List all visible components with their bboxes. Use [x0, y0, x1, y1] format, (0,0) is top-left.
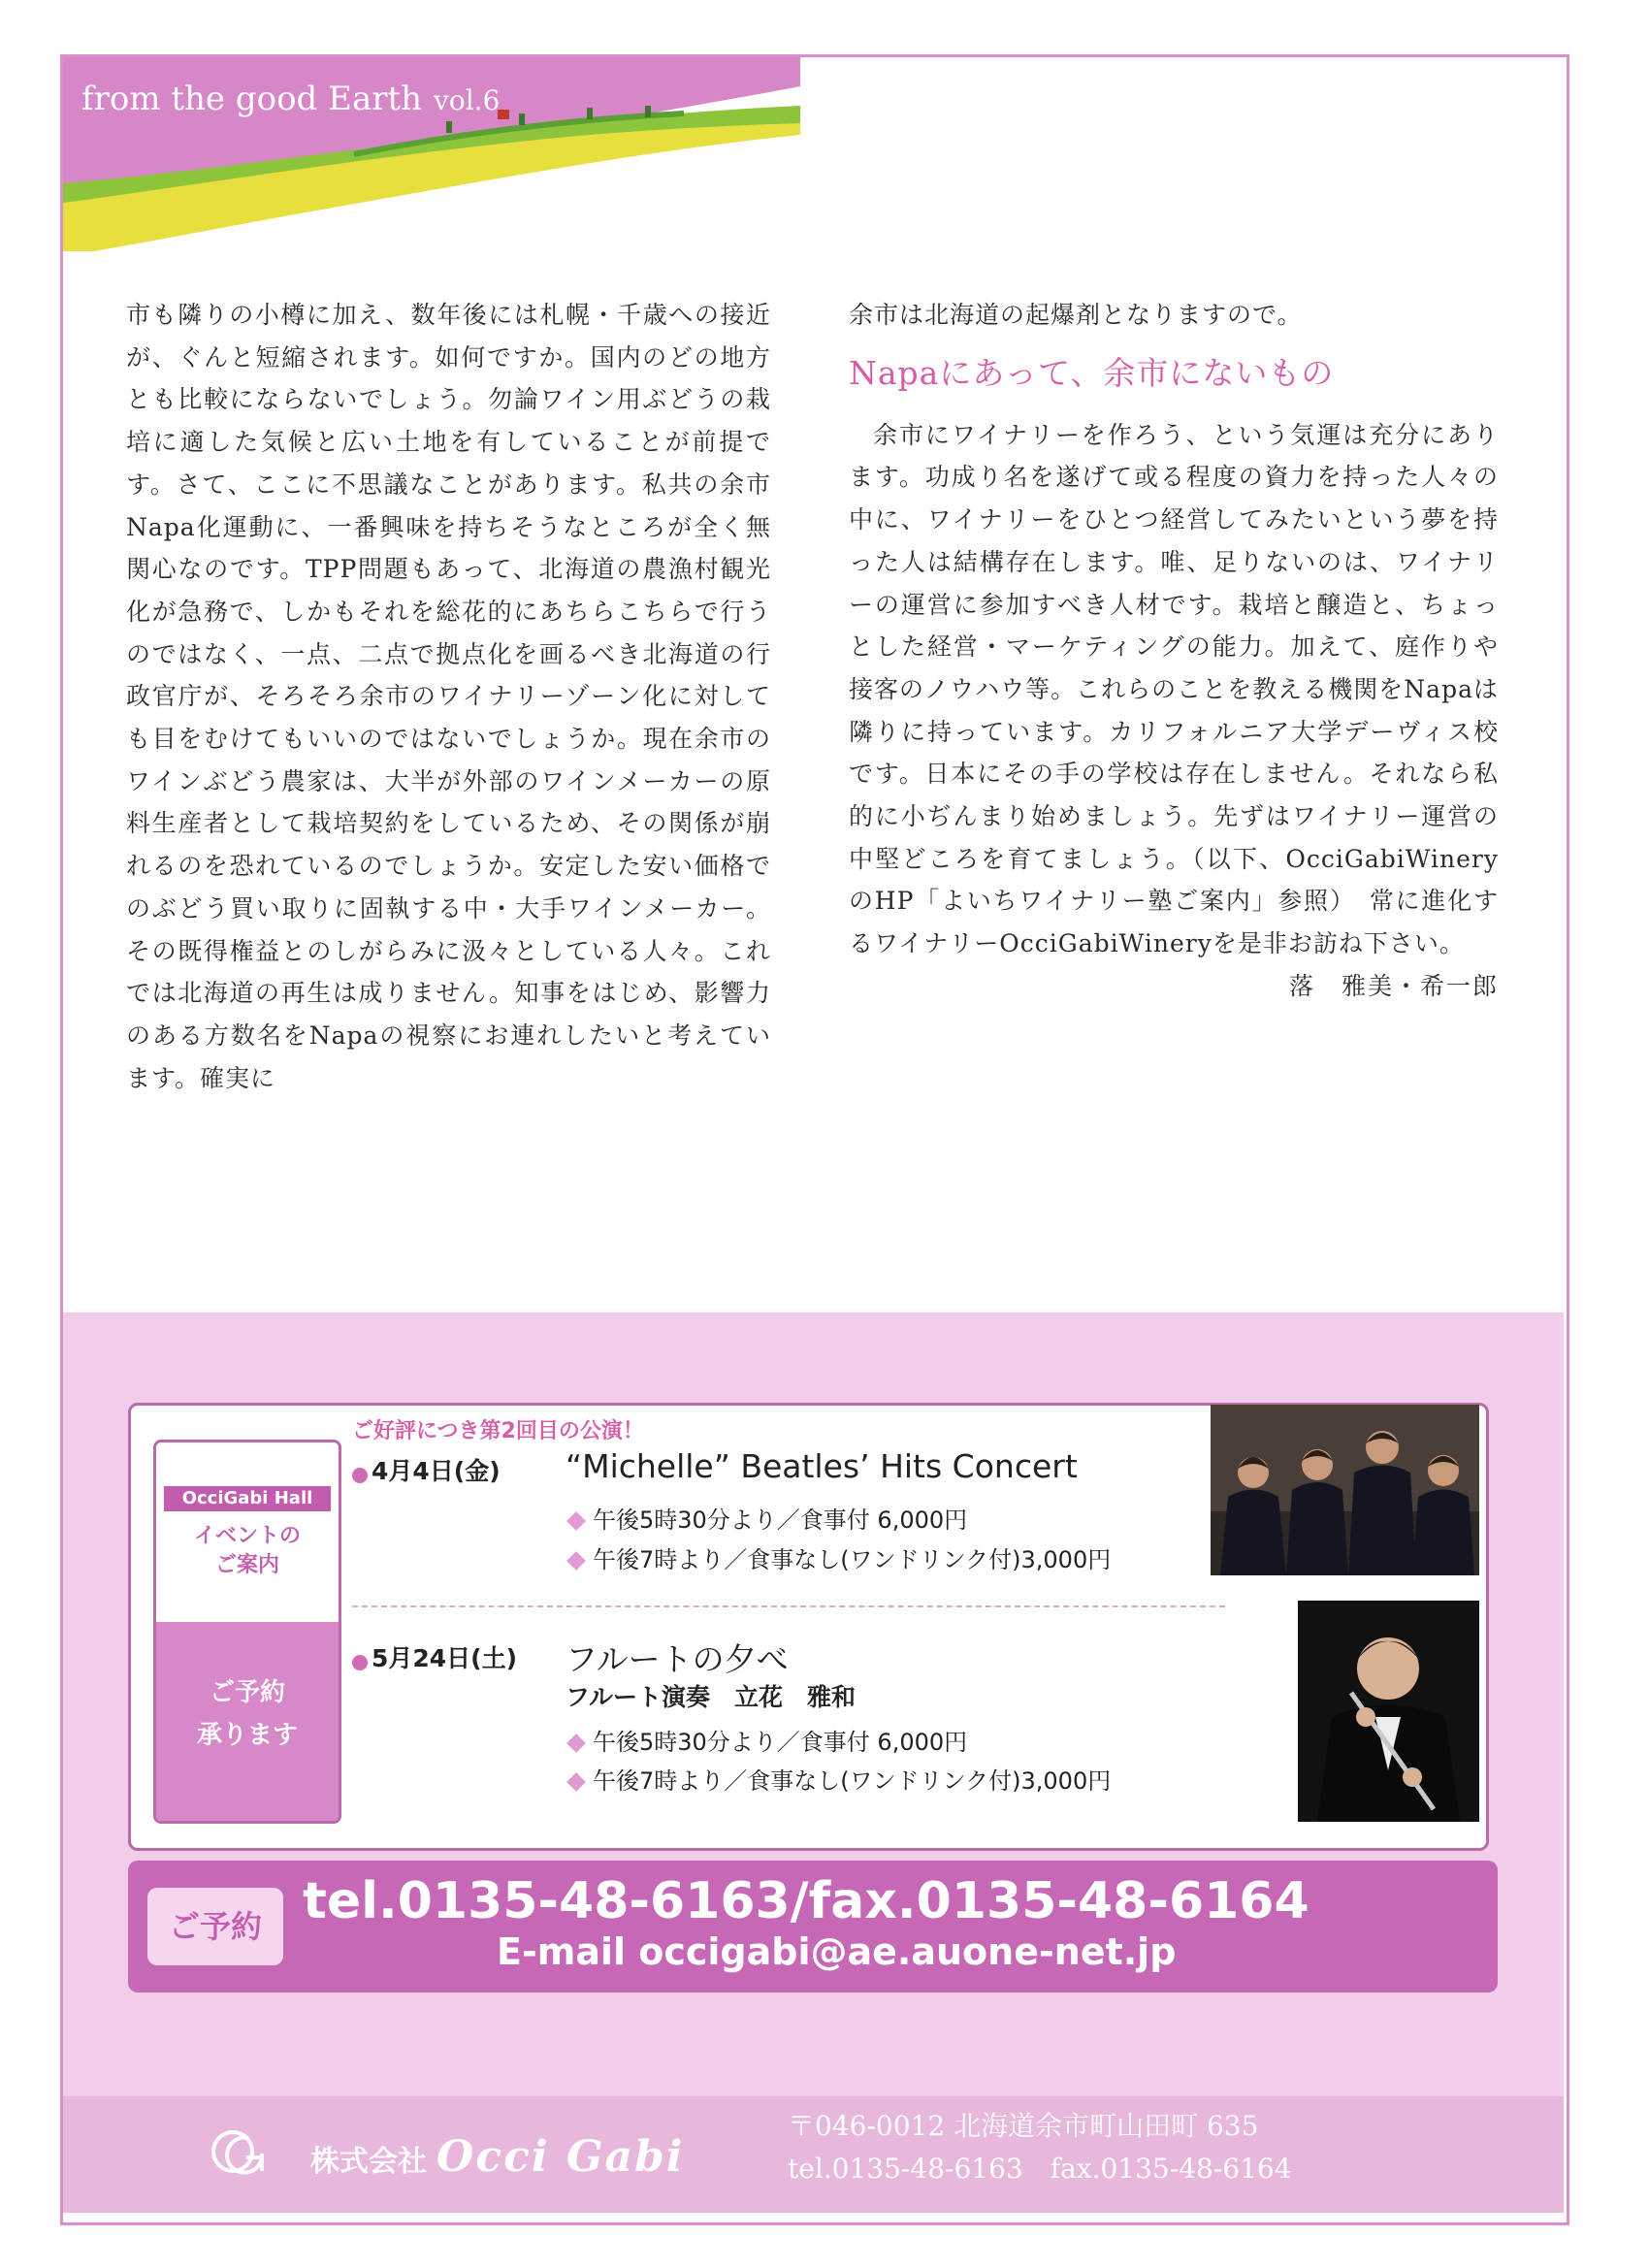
event-divider [352, 1605, 1225, 1607]
event1-date: 4月4日(金) [372, 1457, 501, 1485]
article-right-column [849, 294, 1499, 1008]
diamond-bullet-icon [566, 1772, 586, 1792]
band-photo [1211, 1405, 1479, 1575]
volume-number: vol.6 [434, 84, 501, 116]
bullet-icon [352, 1468, 368, 1483]
event2-price2-row [566, 1762, 1111, 1796]
company-logo-icon [210, 2124, 268, 2183]
reservation-accepted-label [156, 1671, 339, 1757]
reserve-line1: ご予約 [209, 1678, 285, 1707]
flutist-photo [1298, 1601, 1479, 1822]
event1-price1: 午後5時30分より／食事付 6,000円 [593, 1507, 968, 1534]
company-name [310, 2132, 685, 2182]
venue-hall-name: OcciGabi Hall [164, 1486, 331, 1511]
company-address: 〒046-0012 北海道余市町山田町 635 [788, 2110, 1259, 2142]
popular-note: ご好評につき第2回目の公演！ [352, 1419, 644, 1443]
event2-price1-row [566, 1723, 967, 1757]
contact-reservation-tag: ご予約 [147, 1888, 283, 1965]
event1-date-row [352, 1452, 501, 1487]
event2-date: 5月24日(土) [372, 1644, 518, 1672]
event2-price2: 午後7時より／食事なし(ワンドリンク付)3,000円 [593, 1767, 1112, 1795]
article-left-column [126, 294, 771, 1099]
diamond-bullet-icon [566, 1511, 586, 1531]
contact-email[interactable]: E-mail occigabi@ae.auone-net.jp [497, 1930, 1177, 1973]
author-signature: 落 雅美・希一郎 [1288, 971, 1499, 1000]
venue-guide-line2: ご案内 [214, 1553, 279, 1577]
company-tel-fax: tel.0135-48-6163 fax.0135-48-6164 [788, 2153, 1292, 2185]
company-address-block [788, 2105, 1292, 2190]
diamond-bullet-icon [566, 1733, 586, 1753]
header-title [81, 80, 500, 118]
event2-title: フルートの夕べ [566, 1640, 789, 1678]
series-title: from the good Earth [81, 80, 423, 118]
company-prefix: 株式会社 [310, 2145, 427, 2179]
event1-title: “Michelle” Beatles’ Hits Concert [566, 1447, 1078, 1485]
contact-tel-fax[interactable]: tel.0135-48-6163/fax.0135-48-6164 [303, 1872, 1310, 1930]
venue-guide-label [156, 1522, 339, 1580]
venue-tab [153, 1440, 341, 1824]
article-right-lead: 余市は北海道の起爆剤となりますので。 [849, 301, 1303, 329]
article-right-body: 余市にワイナリーを作ろう、という気運は充分にあります。功成り名を遂げて或る程度の資力を持った人々の中に、ワイナリーをひとつ経営してみたいという夢を持った人は結構存在します。唯、足りないのは、ワイナリーの運営に参加すべき人材です。栽培と醸造と、ちょっとした経営・マーケティングの能力。加えて、庭作りや接客のノウハウ等。これらのことを教える機関をNapaは隣りに持っています。カリフォルニア大学デーヴィス校です。日本にその手の学校は存在しません。それなら私的に小ぢんまり始めましょう。先ずはワイナリー運営の中堅どころを育てましょう。（以下、OcciGabiWineryのHP「よいちワイナリー塾ご案内」参照） 常に進化するワイナリーOcciGabiWineryを是非お訪ね下さい。 [849, 420, 1499, 958]
event2-date-row [352, 1639, 517, 1674]
event1-price1-row [566, 1501, 967, 1535]
event2-performer: フルート演奏 立花 雅和 [566, 1683, 857, 1711]
reserve-line2: 承ります [196, 1721, 298, 1750]
diamond-bullet-icon [566, 1551, 586, 1571]
event1-price2: 午後7時より／食事なし(ワンドリンク付)3,000円 [593, 1546, 1112, 1573]
company-brand: Occi Gabi [436, 2132, 685, 2182]
event2-price1: 午後5時30分より／食事付 6,000円 [593, 1729, 968, 1756]
venue-guide-line1: イベントの [193, 1524, 301, 1548]
article-heading: Napaにあって、余市にないもの [849, 353, 1335, 392]
article-left-text: 市も隣りの小樽に加え、数年後には札幌・千歳への接近が、ぐんと短縮されます。如何ですか。国内のどの地方とも比較にならないでしょう。勿論ワイン用ぶどうの栽培に適した気候と広い土地を有していることが前提です。さて、ここに不思議なことがあります。私共の余市Napa化運動に、一番興味を持ちそうなところが全く無関心なのです。TPP問題もあって、北海道の農漁村観光化が急務で、しかもそれを総花的にあちらこちらで行うのではなく、一点、二点で拠点化を画るべき北海道の行政官庁が、そろそろ余市のワイナリーゾーン化に対しても目をむけてもいいのではないでしょうか。現在余市のワインぶどう農家は、大半が外部のワインメーカーの原料生産者として栽培契約をしているため、その関係が崩れるのを恐れているのでしょうか。安定した安い価格でのぶどう買い取りに固執する中・大手ワインメーカー。その既得権益とのしがらみに汲々としている人々。これでは北海道の再生は成りません。知事をはじめ、影響力のある方数名をNapaの視察にお連れしたいと考えています。確実に [126, 301, 771, 1092]
bullet-icon [352, 1655, 368, 1670]
event1-price2-row [566, 1540, 1111, 1574]
